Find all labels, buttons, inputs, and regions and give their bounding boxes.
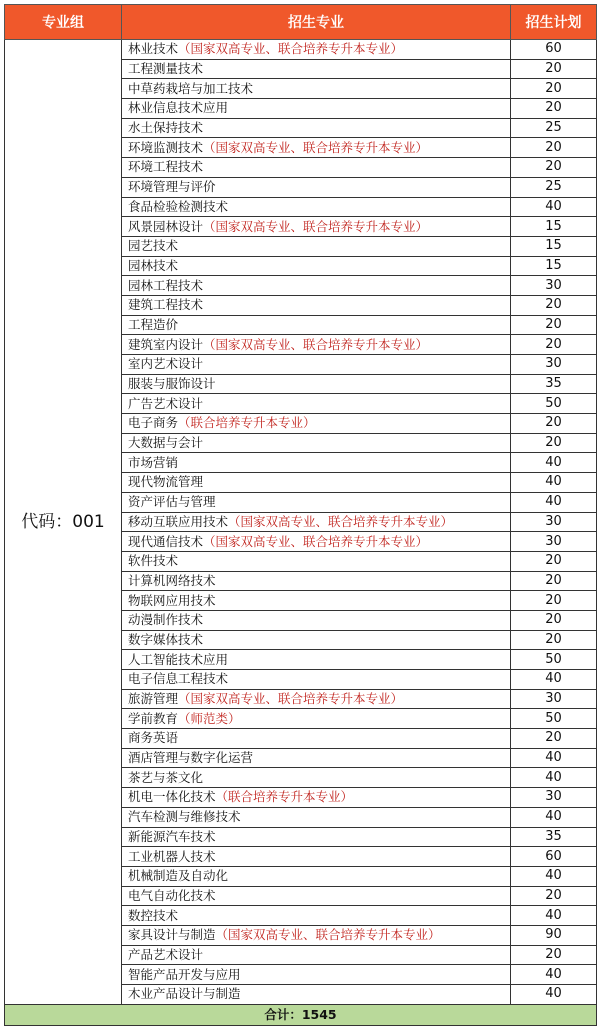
enrollment-table: [4, 4, 597, 1026]
major-name: 大数据与会计: [128, 435, 204, 451]
major-name: 汽车检测与维修技术: [128, 809, 241, 825]
major-name-cell: [122, 276, 511, 296]
major-name: 现代物流管理: [128, 474, 204, 490]
header-group: 专业组: [5, 5, 122, 40]
major-name-cell: [122, 985, 511, 1005]
header-major: 招生专业: [122, 5, 511, 40]
major-name-cell: [122, 492, 511, 512]
total-cell: 合计：1545: [5, 1004, 597, 1025]
major-name: 智能产品开发与应用: [128, 966, 241, 982]
major-name-cell: [122, 79, 511, 99]
major-name: 环境监测技术: [128, 139, 204, 155]
major-name-cell: [122, 236, 511, 256]
major-name-cell: [122, 99, 511, 119]
plan-count-cell: 40: [511, 197, 597, 217]
major-name: 建筑工程技术: [128, 297, 204, 313]
plan-count-cell: 50: [511, 650, 597, 670]
plan-count-cell: 40: [511, 748, 597, 768]
major-name: 工程测量技术: [128, 61, 204, 77]
major-name-cell: [122, 906, 511, 926]
plan-count-cell: 50: [511, 709, 597, 729]
plan-count-cell: 20: [511, 886, 597, 906]
major-name: 动漫制作技术: [128, 612, 204, 628]
major-name: 现代通信技术: [128, 533, 204, 549]
plan-count-cell: 40: [511, 473, 597, 493]
major-name-cell: [122, 433, 511, 453]
plan-count-cell: 20: [511, 158, 597, 178]
major-name: 学前教育: [128, 710, 179, 726]
plan-count-cell: 20: [511, 295, 597, 315]
plan-count-cell: 15: [511, 236, 597, 256]
major-name-cell: [122, 374, 511, 394]
plan-count-cell: 40: [511, 906, 597, 926]
major-name: 工业机器人技术: [128, 848, 216, 864]
major-note: （国家双高专业、联合培养专升本专业）: [215, 927, 441, 943]
major-name: 酒店管理与数字化运营: [128, 750, 254, 766]
plan-count-cell: 40: [511, 985, 597, 1005]
major-name: 旅游管理: [128, 691, 179, 707]
major-name-cell: [122, 59, 511, 79]
major-name: 林业技术: [128, 41, 179, 57]
major-name: 机电一体化技术: [128, 789, 216, 805]
major-name: 机械制造及自动化: [128, 868, 229, 884]
plan-count-cell: 40: [511, 492, 597, 512]
major-note: （国家双高专业、联合培养专升本专业）: [178, 691, 404, 707]
major-name: 产品艺术设计: [128, 946, 204, 962]
major-name-cell: [122, 158, 511, 178]
major-name: 物联网应用技术: [128, 592, 216, 608]
major-name-cell: [122, 807, 511, 827]
major-note: （联合培养专升本专业）: [215, 789, 354, 805]
plan-count-cell: 60: [511, 847, 597, 867]
major-note: （国家双高专业、联合培养专升本专业）: [203, 139, 429, 155]
major-name: 数字媒体技术: [128, 631, 204, 647]
major-name-cell: [122, 689, 511, 709]
major-name: 家具设计与制造: [128, 927, 216, 943]
major-note: （国家双高专业、联合培养专升本专业）: [203, 533, 429, 549]
major-name-cell: [122, 256, 511, 276]
table-body: [5, 40, 597, 1026]
major-name: 市场营销: [128, 454, 179, 470]
group-code-cell: 代码：001: [5, 40, 122, 1005]
plan-count-cell: 20: [511, 315, 597, 335]
major-name-cell: [122, 630, 511, 650]
major-name: 软件技术: [128, 553, 179, 569]
plan-count-cell: 20: [511, 729, 597, 749]
major-note: （国家双高专业、联合培养专升本专业）: [178, 41, 404, 57]
major-name-cell: [122, 295, 511, 315]
plan-count-cell: 30: [511, 532, 597, 552]
major-name-cell: [122, 315, 511, 335]
plan-count-cell: 20: [511, 591, 597, 611]
header-row: [5, 5, 597, 40]
major-name: 电气自动化技术: [128, 887, 216, 903]
major-note: （国家双高专业、联合培养专升本专业）: [228, 513, 454, 529]
major-name-cell: [122, 827, 511, 847]
plan-count-cell: 20: [511, 945, 597, 965]
major-name-cell: [122, 886, 511, 906]
major-name-cell: [122, 40, 511, 60]
major-name: 广告艺术设计: [128, 395, 204, 411]
major-name: 园林技术: [128, 257, 179, 273]
major-name: 电子商务: [128, 415, 179, 431]
major-name: 环境管理与评价: [128, 179, 216, 195]
major-name-cell: [122, 512, 511, 532]
major-name-cell: [122, 847, 511, 867]
major-name-cell: [122, 414, 511, 434]
major-name-cell: [122, 650, 511, 670]
major-name-cell: [122, 394, 511, 414]
major-name: 新能源汽车技术: [128, 828, 216, 844]
major-name-cell: [122, 591, 511, 611]
plan-count-cell: 20: [511, 99, 597, 119]
major-note: （国家双高专业、联合培养专升本专业）: [203, 218, 429, 234]
enrollment-table-container: [4, 4, 596, 1026]
plan-count-cell: 50: [511, 394, 597, 414]
plan-count-cell: 20: [511, 138, 597, 158]
plan-count-cell: 40: [511, 768, 597, 788]
major-name: 服装与服饰设计: [128, 376, 216, 392]
major-name: 茶艺与茶文化: [128, 769, 204, 785]
plan-count-cell: 15: [511, 217, 597, 237]
major-name: 园艺技术: [128, 238, 179, 254]
major-name-cell: [122, 788, 511, 808]
plan-count-cell: 35: [511, 374, 597, 394]
major-name: 园林工程技术: [128, 277, 204, 293]
major-name-cell: [122, 610, 511, 630]
plan-count-cell: 30: [511, 355, 597, 375]
major-name-cell: [122, 355, 511, 375]
plan-count-cell: 20: [511, 610, 597, 630]
plan-count-cell: 40: [511, 866, 597, 886]
major-name-cell: [122, 118, 511, 138]
total-row: [5, 1004, 597, 1025]
plan-count-cell: 40: [511, 965, 597, 985]
major-name-cell: [122, 473, 511, 493]
plan-count-cell: 15: [511, 256, 597, 276]
plan-count-cell: 25: [511, 177, 597, 197]
major-name-cell: [122, 138, 511, 158]
plan-count-cell: 30: [511, 689, 597, 709]
plan-count-cell: 30: [511, 788, 597, 808]
major-note: （师范类）: [178, 710, 241, 726]
major-name-cell: [122, 729, 511, 749]
major-name-cell: [122, 197, 511, 217]
table-row: [5, 40, 597, 60]
major-note: （联合培养专升本专业）: [178, 415, 316, 431]
plan-count-cell: 40: [511, 670, 597, 690]
major-name: 移动互联应用技术: [128, 513, 229, 529]
major-name-cell: [122, 217, 511, 237]
major-name: 食品检验检测技术: [128, 198, 229, 214]
major-name-cell: [122, 551, 511, 571]
major-name-cell: [122, 866, 511, 886]
header-plan: 招生计划: [511, 5, 597, 40]
major-name-cell: [122, 748, 511, 768]
major-name-cell: [122, 709, 511, 729]
major-name: 中草药栽培与加工技术: [128, 80, 254, 96]
major-name-cell: [122, 177, 511, 197]
major-name-cell: [122, 532, 511, 552]
plan-count-cell: 20: [511, 630, 597, 650]
plan-count-cell: 20: [511, 59, 597, 79]
major-name: 人工智能技术应用: [128, 651, 229, 667]
major-name-cell: [122, 965, 511, 985]
plan-count-cell: 60: [511, 40, 597, 60]
major-name: 水土保持技术: [128, 120, 204, 136]
major-name: 建筑室内设计: [128, 336, 204, 352]
major-name: 林业信息技术应用: [128, 100, 229, 116]
plan-count-cell: 20: [511, 551, 597, 571]
plan-count-cell: 30: [511, 276, 597, 296]
plan-count-cell: 35: [511, 827, 597, 847]
major-name-cell: [122, 945, 511, 965]
major-name-cell: [122, 453, 511, 473]
plan-count-cell: 90: [511, 925, 597, 945]
major-name: 风景园林设计: [128, 218, 204, 234]
plan-count-cell: 40: [511, 807, 597, 827]
major-name: 计算机网络技术: [128, 572, 216, 588]
major-name-cell: [122, 335, 511, 355]
plan-count-cell: 20: [511, 571, 597, 591]
major-note: （国家双高专业、联合培养专升本专业）: [203, 336, 429, 352]
major-name-cell: [122, 670, 511, 690]
plan-count-cell: 20: [511, 79, 597, 99]
major-name-cell: [122, 768, 511, 788]
plan-count-cell: 20: [511, 433, 597, 453]
plan-count-cell: 40: [511, 453, 597, 473]
plan-count-cell: 25: [511, 118, 597, 138]
major-name: 商务英语: [128, 730, 179, 746]
major-name: 室内艺术设计: [128, 356, 204, 372]
major-name: 工程造价: [128, 316, 179, 332]
major-name-cell: [122, 925, 511, 945]
major-name: 电子信息工程技术: [128, 671, 229, 687]
major-name: 资产评估与管理: [128, 494, 216, 510]
plan-count-cell: 20: [511, 414, 597, 434]
plan-count-cell: 20: [511, 335, 597, 355]
major-name: 数控技术: [128, 907, 179, 923]
major-name-cell: [122, 571, 511, 591]
plan-count-cell: 30: [511, 512, 597, 532]
major-name: 环境工程技术: [128, 159, 204, 175]
major-name: 木业产品设计与制造: [128, 986, 241, 1002]
